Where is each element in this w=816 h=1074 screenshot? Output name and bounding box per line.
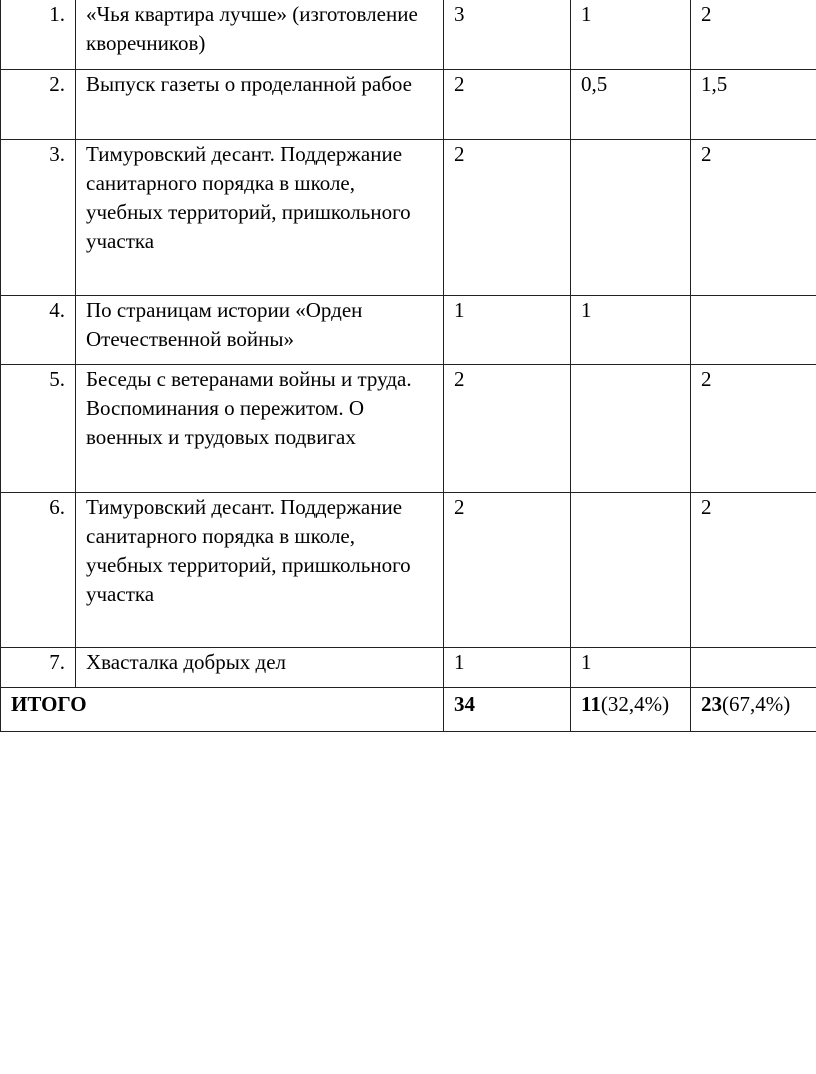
table-row (1, 493, 816, 648)
hours-total: 3 (444, 0, 571, 70)
table-row (1, 365, 816, 493)
activity-name: Выпуск газеты о проделанной рабое (76, 70, 444, 140)
hours-theory (571, 140, 691, 296)
row-number: 7. (1, 648, 76, 688)
row-number: 3. (1, 140, 76, 296)
hours-theory (571, 493, 691, 648)
hours-practice: 2 (691, 0, 816, 70)
hours-theory: 0,5 (571, 70, 691, 140)
row-number: 4. (1, 296, 76, 365)
hours-total: 1 (444, 648, 571, 688)
row-number: 2. (1, 70, 76, 140)
hours-practice: 2 (691, 140, 816, 296)
activity-name: По страницам истории «Орден Отечественной войны» (76, 296, 444, 365)
table-row (1, 140, 816, 296)
hours-theory (571, 365, 691, 493)
hours-total: 2 (444, 493, 571, 648)
hours-practice (691, 648, 816, 688)
row-number: 1. (1, 0, 76, 70)
hours-total: 2 (444, 140, 571, 296)
summary-theory-value: 11 (581, 692, 601, 716)
summary-row (1, 688, 816, 732)
hours-practice: 2 (691, 493, 816, 648)
hours-total: 2 (444, 70, 571, 140)
summary-practice (691, 688, 816, 732)
activity-name: «Чья квартира лучше» (изготовление кворечников) (76, 0, 444, 70)
summary-label: ИТОГО (1, 688, 444, 732)
hours-practice (691, 296, 816, 365)
summary-practice-value: 23 (701, 692, 722, 716)
activity-name: Беседы с ветеранами войны и труда. Воспоминания о пережитом. О военных и трудовых подвигах (76, 365, 444, 493)
hours-practice: 1,5 (691, 70, 816, 140)
summary-practice-percent: (67,4%) (722, 692, 791, 716)
row-number: 5. (1, 365, 76, 493)
hours-theory: 1 (571, 648, 691, 688)
summary-theory (571, 688, 691, 732)
summary-theory-percent: (32,4%) (600, 692, 670, 716)
table-row (1, 0, 816, 70)
table-row (1, 648, 816, 688)
activity-name: Тимуровский десант. Поддержание санитарного порядка в школе, учебных территорий, пришкольного участка (76, 493, 444, 648)
activity-name: Хвасталка добрых дел (76, 648, 444, 688)
row-number: 6. (1, 493, 76, 648)
hours-theory: 1 (571, 296, 691, 365)
table-row (1, 296, 816, 365)
hours-practice: 2 (691, 365, 816, 493)
activity-name: Тимуровский десант. Поддержание санитарного порядка в школе, учебных территорий, пришкольного участка (76, 140, 444, 296)
hours-total: 2 (444, 365, 571, 493)
table-row (1, 70, 816, 140)
summary-total: 34 (444, 688, 571, 732)
hours-theory: 1 (571, 0, 691, 70)
hours-total: 1 (444, 296, 571, 365)
